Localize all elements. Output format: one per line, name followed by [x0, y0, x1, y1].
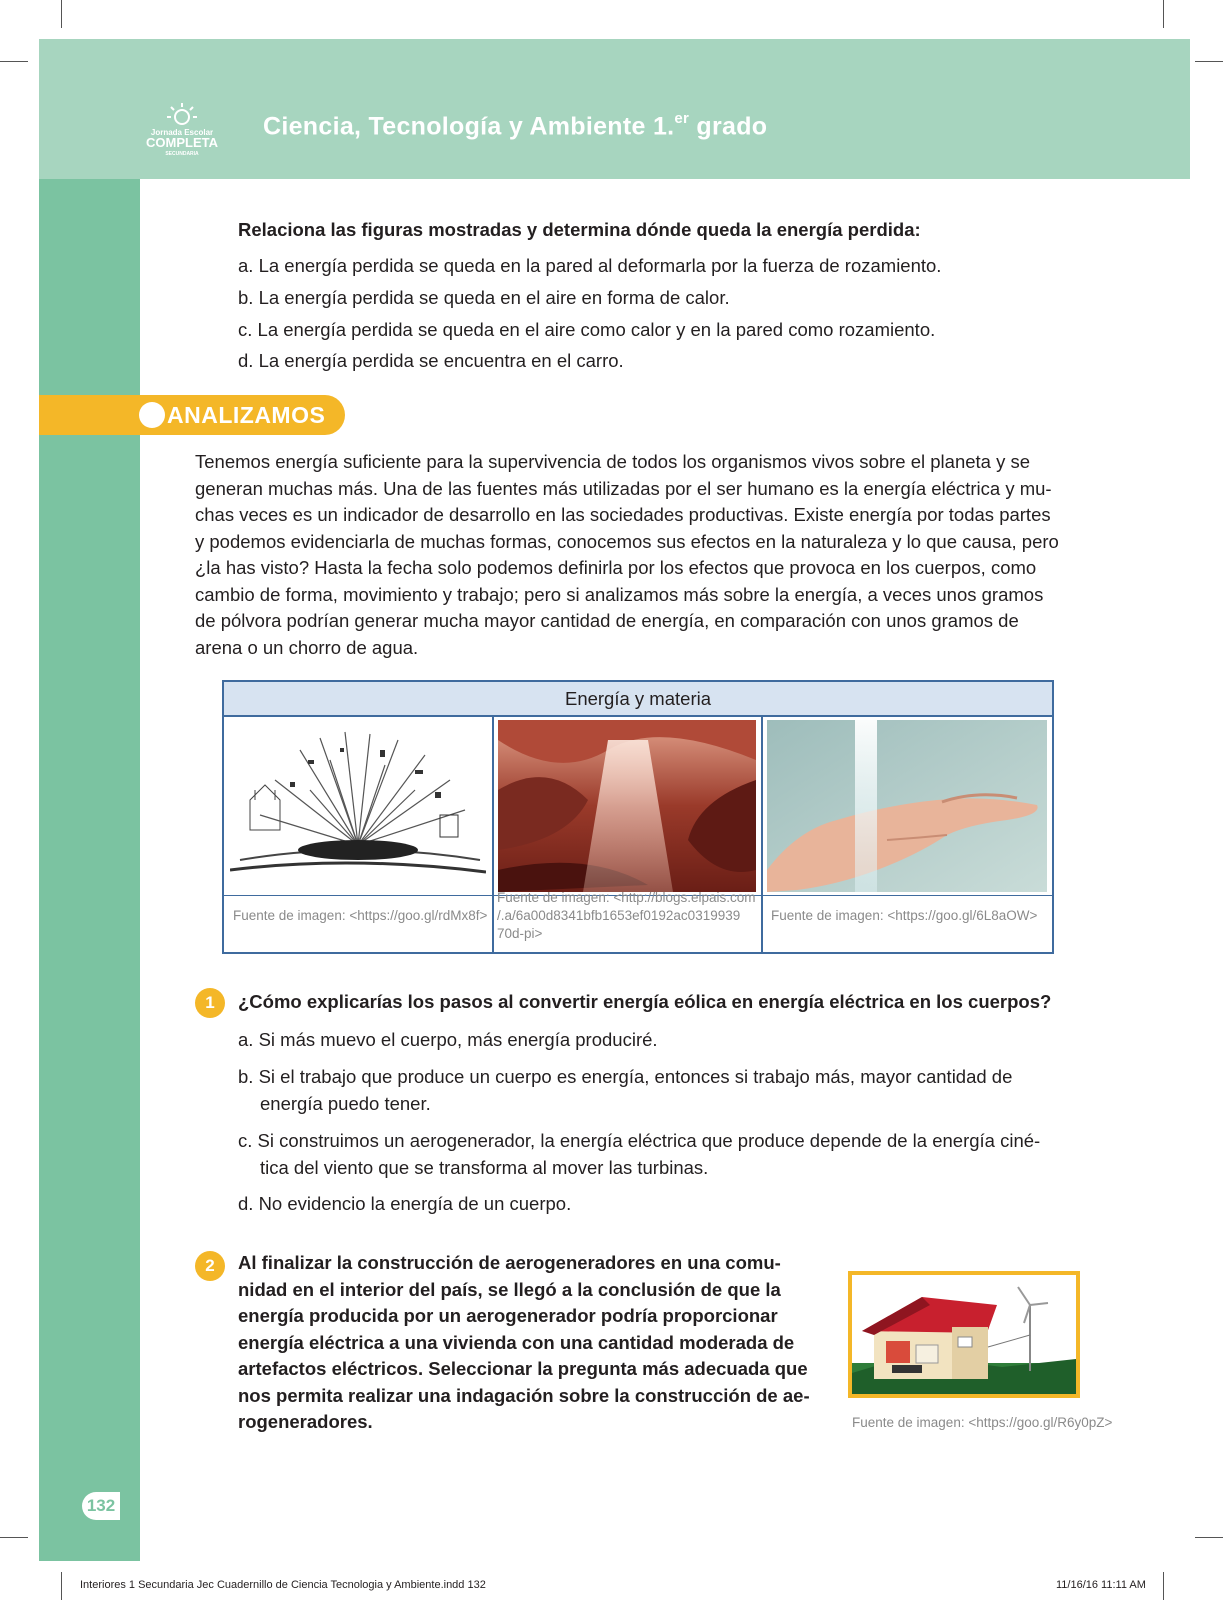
question-2-line: energía producida por un aerogenerador podría proporcionar	[238, 1305, 778, 1326]
explosion-sketch-image	[230, 720, 486, 892]
option-text: b. Si el trabajo que produce un cuerpo es energía, entonces si trabajo más, mayor cantidad de	[238, 1066, 1013, 1087]
option-text: d. No evidencio la energía de un cuerpo.	[238, 1193, 572, 1214]
option-text: a. Si más muevo el cuerpo, más energía produciré.	[238, 1029, 658, 1050]
book-title-tail: grado	[689, 112, 768, 141]
section-banner-dot	[139, 402, 165, 428]
question-2-line: energía eléctrica a una vivienda con una cantidad moderada de	[238, 1331, 795, 1353]
question-number-badge: 1	[195, 988, 225, 1018]
logo-line-3: SECUNDARIA	[165, 151, 199, 157]
canyon-light-image	[498, 720, 756, 892]
caption-line: /.a/6a00d8341bfb1653ef0192ac0319939	[497, 908, 741, 923]
paragraph-line: arena o un chorro de agua.	[195, 636, 419, 658]
crop-mark	[1195, 1537, 1223, 1538]
paragraph-line: y podemos evidenciarla de muchas formas, conocemos sus efectos en la naturaleza y lo que causa, pero	[195, 530, 1059, 552]
hand-water-image	[767, 720, 1047, 892]
question-1-option-c	[238, 1128, 1081, 1181]
option-a: a. La energía perdida se queda en la pared al deformarla por la fuerza de rozamiento.	[238, 255, 942, 276]
column-divider	[492, 715, 494, 952]
jornada-escolar-logo	[142, 100, 222, 162]
paragraph-line: generan muchas más. Una de las fuentes más utilizadas por el ser humano es la energía eléctrica y mu-	[195, 477, 1052, 499]
wind-house-image-frame	[848, 1271, 1080, 1398]
crop-mark	[1163, 0, 1164, 28]
option-d: d. La energía perdida se encuentra en el carro.	[238, 350, 624, 371]
option-c: c. La energía perdida se queda en el aire como calor y en la pared como rozamiento.	[238, 319, 936, 340]
crop-mark	[1163, 1572, 1164, 1600]
paragraph-line: de pólvora podrían generar mucha mayor cantidad de energía, en comparación con unos gramos de	[195, 610, 1019, 631]
caption-line: 70d-pi>	[497, 926, 543, 941]
book-title-main: Ciencia, Tecnología y Ambiente 1.	[263, 112, 675, 141]
image-caption-3: Fuente de imagen: <https://goo.gl/6L8aOW>	[771, 908, 1038, 923]
question-1-option-d	[238, 1191, 1081, 1218]
crop-mark	[0, 61, 28, 62]
figure-title: Energía y materia	[224, 682, 1052, 717]
caption-line: Fuente de imagen: <http://blogs.elpais.com	[497, 890, 756, 905]
option-text: c. Si construimos un aerogenerador, la energía eléctrica que produce depende de la energía ciné-	[238, 1130, 1041, 1151]
crop-mark	[61, 1572, 62, 1600]
book-title	[263, 112, 767, 141]
option-text-continuation: energía puedo tener.	[260, 1092, 431, 1114]
crop-mark	[0, 1537, 28, 1538]
crop-mark	[1195, 61, 1223, 62]
logo-line-2: COMPLETA	[146, 135, 218, 150]
section-label: ANALIZAMOS	[167, 402, 326, 428]
question-intro-title: Relaciona las figuras mostradas y determina dónde queda la energía perdida:	[238, 219, 921, 240]
question-1-title: ¿Cómo explicarías los pasos al convertir energía eólica en energía eléctrica en los cuerpos?	[238, 991, 1052, 1012]
paragraph-line: chas veces es un indicador de desarrollo en las sociedades productivas. Existe energía por todas partes	[195, 504, 1051, 525]
image-caption-1: Fuente de imagen: <https://goo.gl/rdMx8f>	[233, 908, 488, 923]
logo-line-1: Jornada Escolar	[150, 128, 214, 137]
paragraph-line: cambio de forma, movimiento y trabajo; pero si analizamos más sobre la energía, a veces unos gramos	[195, 583, 1044, 605]
question-2-line: nos permita realizar una indagación sobre la construcción de ae-	[238, 1384, 810, 1406]
footer-file-info: Interiores 1 Secundaria Jec Cuadernillo de Ciencia Tecnologia y Ambiente.indd 132	[80, 1579, 486, 1591]
book-title-sup: er	[674, 110, 690, 127]
crop-mark	[61, 0, 62, 28]
paragraph-line: Tenemos energía suficiente para la supervivencia de todos los organismos vivos sobre el planeta y se	[195, 451, 1031, 472]
page-number: 132	[82, 1492, 120, 1520]
wind-house-image	[852, 1275, 1076, 1394]
question-1-option-a	[238, 1027, 1081, 1054]
option-text-continuation: tica del viento que se transforma al mover las turbinas.	[260, 1156, 709, 1178]
wind-house-image-caption: Fuente de imagen: <https://goo.gl/R6y0pZ>	[852, 1415, 1113, 1430]
question-2-text	[238, 1250, 831, 1436]
question-1-option-b	[238, 1064, 1081, 1117]
question-2-line: rogeneradores.	[238, 1411, 373, 1432]
option-b: b. La energía perdida se queda en el aire en forma de calor.	[238, 287, 730, 308]
question-2-line: artefactos eléctricos. Seleccionar la pregunta más adecuada que	[238, 1358, 808, 1379]
column-divider	[761, 715, 763, 952]
footer-datetime: 11/16/16 11:11 AM	[1056, 1579, 1146, 1591]
question-number-badge: 2	[195, 1251, 225, 1281]
energy-matter-figure	[222, 680, 1054, 954]
side-band	[39, 179, 140, 1561]
image-caption-2	[497, 889, 756, 943]
paragraph-line: ¿la has visto? Hasta la fecha solo podemos definirla por los efectos que provoca en los cuerpos, como	[195, 557, 1037, 578]
question-2-line: Al finalizar la construcción de aerogeneradores en una comu-	[238, 1252, 781, 1273]
analysis-paragraph	[195, 449, 1082, 661]
question-2-line: nidad en el interior del país, se llegó a la conclusión de que la	[238, 1278, 781, 1300]
